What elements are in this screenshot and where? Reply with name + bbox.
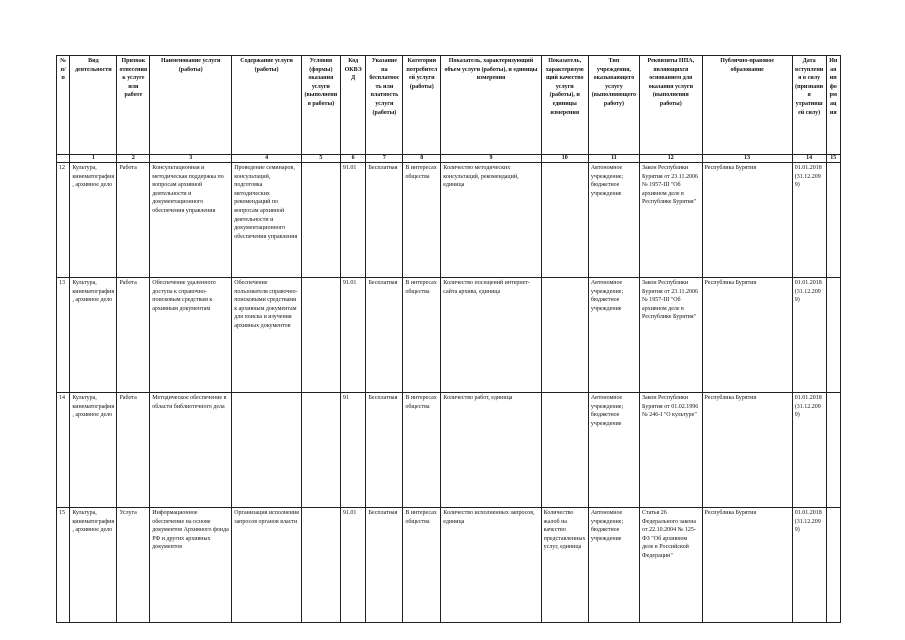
row-activity: Культура, кинематография, архивное дело <box>70 393 117 508</box>
row-num: 12 <box>57 163 70 278</box>
row-content: Обеспечение пользователя справочно-поисковыми средствами к архивным документам для поиска и изучения архивных документов <box>232 278 302 393</box>
row-name: Методическое обеспечение в области библиотечного дела <box>150 393 232 508</box>
column-number: 7 <box>366 155 403 163</box>
row-content <box>232 393 302 508</box>
header-volume: Показатель, характеризующий объем услуги (работы), и единицы измерения <box>441 56 541 155</box>
table-row <box>57 393 841 508</box>
header-quality: Показатель, характеризующий качество услуги (работы), и единицы измерения <box>541 56 588 155</box>
table-row <box>57 163 841 278</box>
row-type: Услуга <box>117 508 150 623</box>
row-npa: Статья 26 Федерального закона от 22.10.2004 № 125-ФЗ "Об архивном деле в Российской Федерации" <box>640 508 703 623</box>
row-conditions <box>301 508 340 623</box>
row-num: 13 <box>57 278 70 393</box>
header-date: Дата вступления в силу (признания утратившей силу) <box>792 56 826 155</box>
column-number: 4 <box>232 155 302 163</box>
row-paid: Бесплатная <box>366 163 403 278</box>
row-consumers: В интересах общества <box>403 163 441 278</box>
header-type: Признак отнесения к услуге или работе <box>117 56 150 155</box>
row-public-entity: Республика Бурятия <box>702 393 792 508</box>
header-other: Иная информация <box>826 56 840 155</box>
row-name: Консультационная и методическая поддержка по вопросам архивной деятельности и документационного обеспечения управления <box>150 163 232 278</box>
column-number: 14 <box>792 155 826 163</box>
column-number: 12 <box>640 155 703 163</box>
row-volume: Количество исполненных запросов, единица <box>441 508 541 623</box>
row-okved: 91 <box>340 393 366 508</box>
row-okved: 91.01 <box>340 163 366 278</box>
document-page <box>56 55 841 623</box>
header-inst-type: Тип учреждения, оказывающего услугу (выполняющего работу) <box>588 56 639 155</box>
row-npa: Закон Республики Бурятия от 01.02.1996 № 246-I "О культуре" <box>640 393 703 508</box>
row-num: 14 <box>57 393 70 508</box>
row-paid: Бесплатная <box>366 278 403 393</box>
row-other <box>826 393 840 508</box>
row-conditions <box>301 393 340 508</box>
header-row <box>57 56 841 155</box>
header-npa: Реквизиты НПА, являющихся основанием для оказания услуги (выполнения работы) <box>640 56 703 155</box>
row-quality <box>541 393 588 508</box>
header-okved: Код ОКВЭД <box>340 56 366 155</box>
row-quality <box>541 278 588 393</box>
header-conditions: Условия (формы) оказания услуги (выполнения работы) <box>301 56 340 155</box>
row-okved: 91.01 <box>340 278 366 393</box>
row-paid: Бесплатная <box>366 508 403 623</box>
row-date: 01.01.2018 (31.12.2099) <box>792 508 826 623</box>
row-npa: Закон Республики Бурятия от 23.11.2006 № 1957-III "Об архивном деле в Республике Бурятия" <box>640 278 703 393</box>
services-register-table <box>56 55 841 623</box>
row-volume: Количество посещений интернет-сайта архива, единица <box>441 278 541 393</box>
table-row <box>57 508 841 623</box>
column-number-blank <box>57 155 70 163</box>
column-number: 1 <box>70 155 117 163</box>
row-volume: Количество методических консультаций, рекомендаций, единица <box>441 163 541 278</box>
row-okved: 91.01 <box>340 508 366 623</box>
header-public-entity: Публично-правовое образование <box>702 56 792 155</box>
row-conditions <box>301 163 340 278</box>
column-number: 3 <box>150 155 232 163</box>
row-public-entity: Республика Бурятия <box>702 163 792 278</box>
header-num: № п/п <box>57 56 70 155</box>
row-date: 01.01.2018 (31.12.2099) <box>792 278 826 393</box>
row-public-entity: Республика Бурятия <box>702 278 792 393</box>
header-activity: Вид деятельности <box>70 56 117 155</box>
column-number: 2 <box>117 155 150 163</box>
row-content: Организация исполнения запросов органов власти <box>232 508 302 623</box>
row-consumers: В интересах общества <box>403 278 441 393</box>
row-quality: Количество жалоб на качество представленных услуг, единица <box>541 508 588 623</box>
row-inst-type: Автономное учреждение; бюджетное учреждение <box>588 163 639 278</box>
header-content: Содержание услуги (работы) <box>232 56 302 155</box>
row-date: 01.01.2018 (31.12.2099) <box>792 163 826 278</box>
column-number: 8 <box>403 155 441 163</box>
table-row <box>57 278 841 393</box>
row-paid: Бесплатная <box>366 393 403 508</box>
row-conditions <box>301 278 340 393</box>
row-other <box>826 163 840 278</box>
header-name: Наименование услуги (работы) <box>150 56 232 155</box>
header-consumers: Категории потребителей услуги (работы) <box>403 56 441 155</box>
column-number: 5 <box>301 155 340 163</box>
row-other <box>826 508 840 623</box>
column-number-row <box>57 155 841 163</box>
row-name: Обеспечение удаленного доступа к справочно-поисковым средствам к архивным документам <box>150 278 232 393</box>
column-number: 11 <box>588 155 639 163</box>
row-content: Проведение семинаров, консультаций, подготовка методических рекомендаций по вопросам архивной деятельности и документационного обеспечения управления <box>232 163 302 278</box>
column-number: 10 <box>541 155 588 163</box>
row-type: Работа <box>117 393 150 508</box>
header-paid: Указание на бесплатность или платность услуги (работы) <box>366 56 403 155</box>
row-consumers: В интересах общества <box>403 393 441 508</box>
row-npa: Закон Республики Бурятия от 23.11.2006 № 1957-III "Об архивном деле в Республике Бурятия" <box>640 163 703 278</box>
row-activity: Культура, кинематография, архивное дело <box>70 278 117 393</box>
row-name: Информационное обеспечение на основе документов Архивного фонда РФ и других архивных документов <box>150 508 232 623</box>
row-type: Работа <box>117 278 150 393</box>
row-date: 01.01.2018 (31.12.2099) <box>792 393 826 508</box>
row-other <box>826 278 840 393</box>
row-consumers: В интересах общества <box>403 508 441 623</box>
row-activity: Культура, кинематография, архивное дело <box>70 508 117 623</box>
row-volume: Количество работ, единица <box>441 393 541 508</box>
row-inst-type: Автономное учреждение; бюджетное учреждение <box>588 393 639 508</box>
row-inst-type: Автономное учреждение; бюджетное учреждение <box>588 278 639 393</box>
column-number: 13 <box>702 155 792 163</box>
row-type: Работа <box>117 163 150 278</box>
column-number: 15 <box>826 155 840 163</box>
row-num: 15 <box>57 508 70 623</box>
column-number: 6 <box>340 155 366 163</box>
row-public-entity: Республика Бурятия <box>702 508 792 623</box>
row-inst-type: Автономное учреждение; бюджетное учреждение <box>588 508 639 623</box>
row-activity: Культура, кинематография, архивное дело <box>70 163 117 278</box>
column-number: 9 <box>441 155 541 163</box>
row-quality <box>541 163 588 278</box>
